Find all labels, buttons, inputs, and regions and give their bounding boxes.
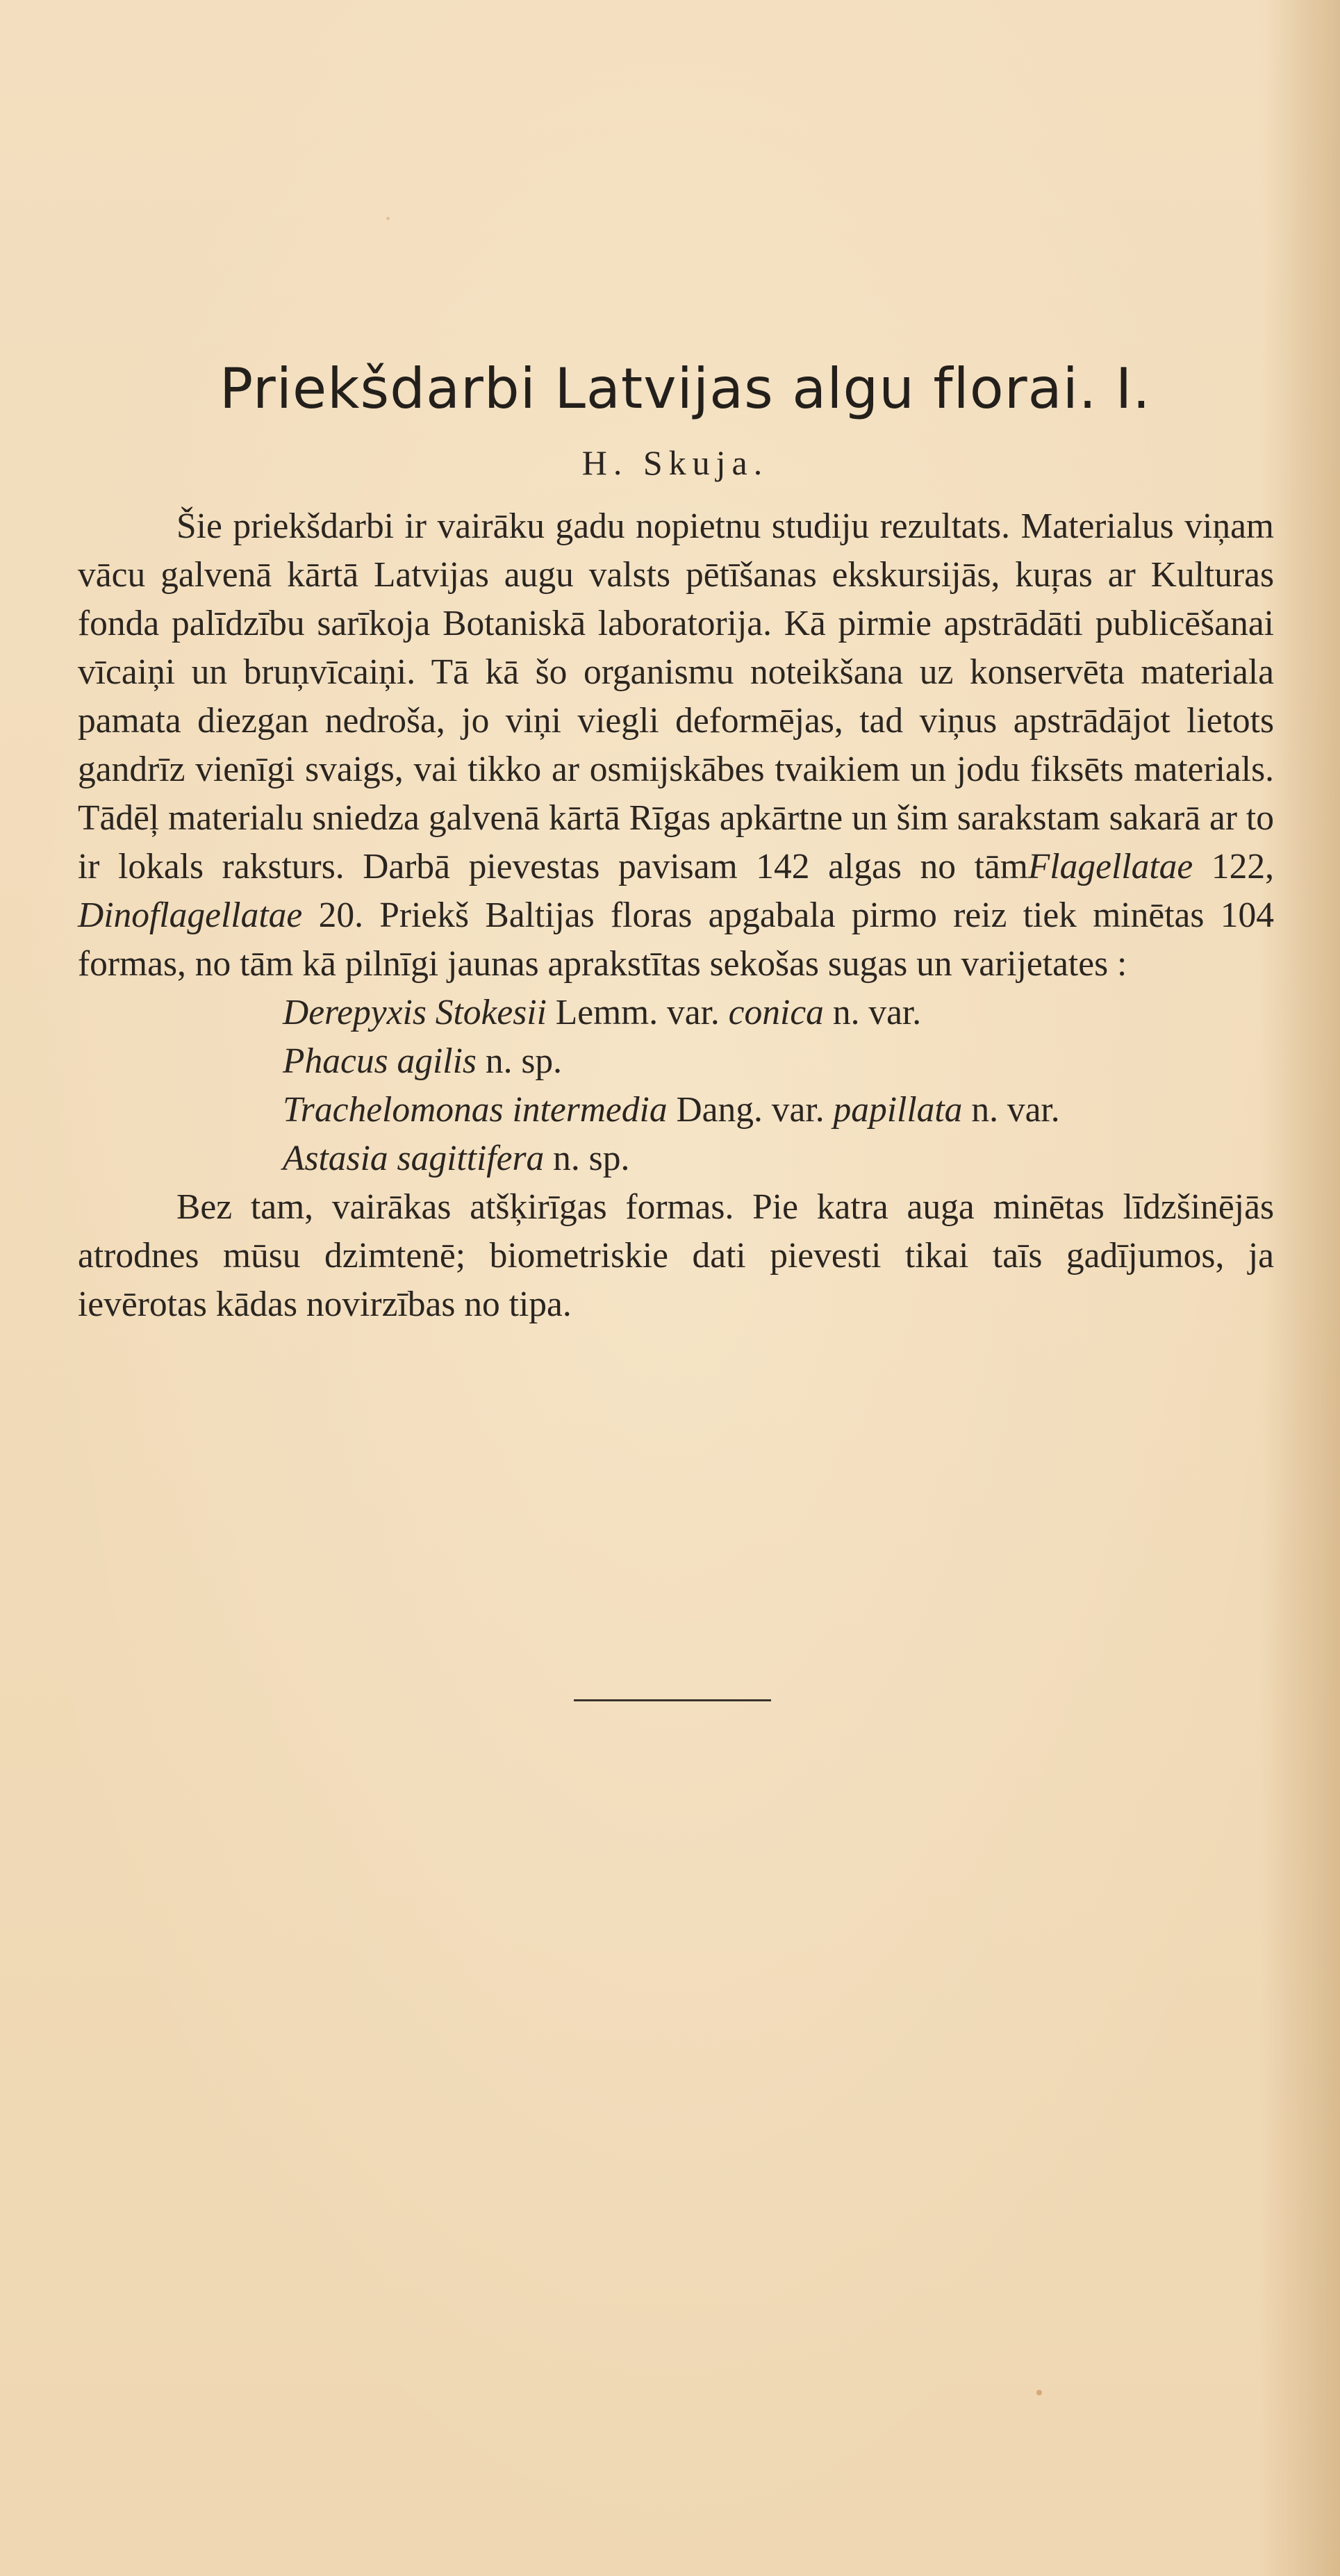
species-variety: conica (728, 993, 824, 1032)
intro-paragraph (78, 502, 1274, 989)
taxon-dinoflagellatae: Dinoflagellatae (78, 895, 303, 935)
species-name: Astasia sagittifera (283, 1139, 545, 1178)
taxon-count: 122, (1193, 847, 1274, 886)
taxon-flagellatae: Flagellatae (1027, 847, 1193, 886)
intro-text: Šie priekšdarbi ir vairāku gadu nopietnu studiju rezultats. Materialus viņam vācu galvenā kārtā Latvijas augu valsts pētīšanas ekskursijās, kuŗas ar Kulturas fonda palīdzību sarīkoja Botaniskā laboratorija. Kā pirmie apstrādāti publicēšanai vīcaiņi un bruņvīcaiņi. Tā kā šo organismu noteikšana uz konservēta materiala pamata diezgan nedroša, jo viņi viegli deformējas, tad viņus apstrādājot lietots gandrīz vienīgi svaigs, vai tikko ar osmijskābes tvaikiem un jodu fiksēts materials. Tādēļ materialu sniedza galvenā kārtā Rīgas apkārtne un šim sarakstam sakarā ar to ir lokals raksturs. Darbā pievestas pavisam 142 algas no tām (78, 506, 1274, 886)
closing-paragraph: Bez tam, vairākas atšķirīgas formas. Pie katra auga minētas līdzšinējās atrodnes mūsu dzimtenē; biometriskie dati pievesti tikai taīs gadījumos, ja ievērotas kādas novirzības no tipa. (78, 1187, 1274, 1324)
species-item (78, 989, 1274, 1037)
species-name: Phacus agilis (283, 1041, 477, 1081)
species-item (78, 1134, 1274, 1183)
species-suffix: n. var. (823, 993, 922, 1032)
paper-speck (1036, 2390, 1042, 2395)
species-item (78, 1086, 1274, 1134)
species-authority: n. sp. (476, 1041, 562, 1081)
paper-speck (386, 217, 390, 220)
article-title: Priekšdarbi Latvijas algu florai. I. (220, 356, 1151, 421)
species-item (78, 1037, 1274, 1086)
species-variety: papillata (833, 1090, 963, 1130)
section-divider (574, 1699, 771, 1701)
species-name: Derepyxis Stokesii (283, 993, 547, 1032)
species-name: Trachelomonas intermedia (283, 1090, 668, 1130)
intro-text-end: 20. Priekš Baltijas floras apgabala pirmo reiz tiek minētas 104 formas, no tām kā pilnīgi jaunas aprakstītas sekošas sugas un varijetates : (78, 895, 1274, 984)
author-name: H. Skuja. (581, 443, 769, 482)
species-authority: n. sp. (544, 1139, 630, 1178)
species-authority: Dang. var. (667, 1090, 834, 1130)
article-body (78, 502, 1274, 1329)
species-authority: Lemm. var. (546, 993, 729, 1032)
species-suffix: n. var. (962, 1090, 1060, 1130)
new-species-list (78, 989, 1274, 1183)
